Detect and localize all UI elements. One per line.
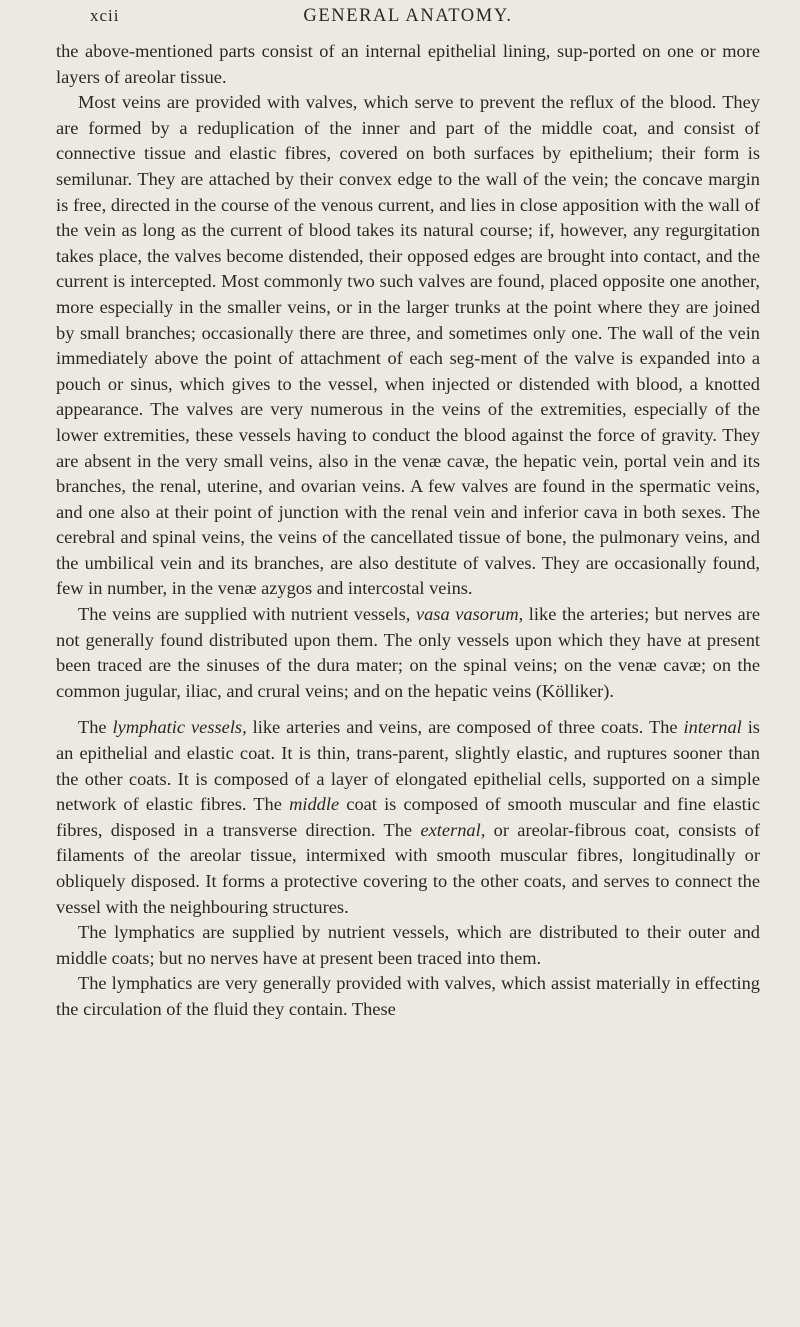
italic-term-vasa-vasorum: vasa vasorum, [415, 604, 524, 625]
paragraph-vein-nutrient-vessels [56, 602, 760, 704]
text-run: coat is composed of smooth muscular and fine elastic fibres, disposed in a transverse direction. The [56, 794, 760, 840]
text-run: is an epithelial and elastic coat. It is thin, trans-parent, slightly elastic, and ruptures sooner than the other coats. It is composed of a layer of elongated epithelial cells, supported on a simple network of elastic fibres. The [56, 717, 760, 815]
paragraph-lymphatic-nutrient-vessels: The lymphatics are supplied by nutrient vessels, which are distributed to their outer and middle coats; but no nerves have at present been traced into them. [56, 922, 760, 968]
text-run: The veins are supplied with nutrient vessels, [78, 604, 416, 625]
paragraph-lymphatic-valves: The lymphatics are very generally provided with valves, which assist materially in effecting the circulation of the fluid they contain. These [56, 973, 760, 1019]
text-run: or areolar-fibrous coat, consists of filaments of the areolar tissue, intermixed with smooth muscular fibres, longitudinally or obliquely disposed. It forms a protective covering to the other coats, and serves to connect the vessel with the neighbouring structures. [56, 819, 760, 917]
page-number: xcii [90, 6, 120, 25]
body-text [56, 39, 760, 1023]
paragraph-lymphatic-coats [56, 715, 760, 920]
italic-term-lymphatic-vessels: lymphatic vessels, [112, 717, 247, 738]
paragraph-valves: Most veins are provided with valves, which serve to prevent the reflux of the blood. They are formed by a reduplication of the inner and part of the middle coat, and consist of connective tissue and elastic fibres, covered on both surfaces by epithelium; their form is semilunar. They are attached by their convex edge to the wall of the vein; the concave margin is free, directed in the course of the venous current, and lies in close apposition with the wall of the vein as long as the current of blood takes its natural course; if, however, any regurgitation takes place, the valves become distended, their opposed edges are brought into contact, and the current is intercepted. Most commonly two such valves are found, placed opposite one another, more especially in the smaller veins, or in the larger trunks at the point where they are joined by small branches; occasionally there are three, and sometimes only one. The wall of the vein immediately above the point of attachment of each seg-ment of the valve is expanded into a pouch or sinus, which gives to the vessel, when injected or distended with blood, a knotted appearance. The valves are very numerous in the veins of the extremities, especially of the lower extremities, these vessels having to conduct the blood against the force of gravity. They are absent in the very small veins, also in the venæ cavæ, the hepatic vein, portal vein and its branches, the renal, uterine, and ovarian veins. A few valves are found in the spermatic veins, and one also at their point of junction with the renal vein and inferior cava in both sexes. The cerebral and spinal veins, the veins of the cancellated tissue of bone, the pulmonary veins, and the umbilical vein and its branches, are also destitute of valves. They are occasionally found, few in number, in the venæ azygos and intercostal veins. [56, 92, 760, 599]
paragraph-continued: the above-mentioned parts consist of an internal epithelial lining, sup-ported on one or more layers of areolar tissue. [56, 41, 760, 87]
italic-term-external: external, [420, 819, 486, 840]
italic-term-middle: middle [289, 794, 340, 815]
running-title: GENERAL ANATOMY. [303, 6, 513, 26]
italic-term-internal: internal [683, 717, 742, 738]
text-run: like arteries and veins, are composed of three coats. The [246, 717, 684, 738]
text-run: The [78, 717, 113, 738]
running-head [56, 0, 760, 34]
text-run: like the arteries; but nerves are not generally found distributed upon them. The only vessels upon which they have at present been traced are the sinuses of the dura mater; on the spinal veins; on the venæ cavæ; on the common jugular, iliac, and crural veins; and on the hepatic veins (Kölliker). [56, 604, 760, 701]
